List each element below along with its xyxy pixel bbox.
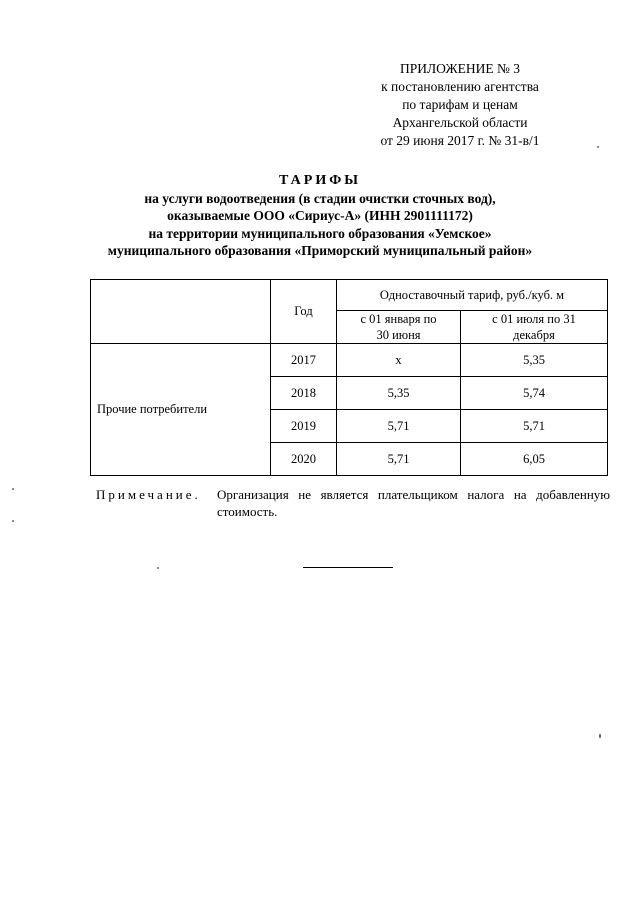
tariff-cell: 5,71 [337,410,461,443]
appendix-line: к постановлению агентства [381,79,539,94]
appendix-line: Архангельской области [392,115,528,130]
tariff-cell: 6,05 [461,443,608,476]
period-second-half-header [461,311,608,344]
note-text [217,486,610,520]
closing-rule-line [303,567,393,568]
title-line: на территории муниципального образования «Уемское» [148,225,492,241]
year-cell: 2017 [271,344,337,377]
appendix-line: по тарифам и ценам [402,97,518,112]
appendix-date: от 29 июня 2017 г. № 31-в/1 [380,133,540,148]
consumer-category: Прочие потребители [91,344,271,476]
title-line: муниципального образования «Приморский муниципальный район» [107,243,533,258]
empty-header-cell [91,280,271,344]
year-cell: 2018 [271,377,337,410]
scan-speck [12,488,14,490]
document-title [40,172,600,260]
scan-speck [12,520,14,522]
tariff-cell: 5,35 [461,344,608,377]
tariff-table [90,279,608,476]
note-label: Примечание. [96,487,201,502]
tariff-cell: 5,74 [461,377,608,410]
scan-speck [157,567,159,569]
table-header-row [91,280,608,311]
period-first-half-text: с 01 января по 30 июня [360,312,437,342]
title-line: на услуги водоотведения (в стадии очистки сточных вод), [144,190,496,206]
tariff-header: Одноставочный тариф, руб./куб. м [337,280,608,311]
title-main: ТАРИФЫ [279,173,361,188]
note-text-line: Организация не является плательщиком налога на добавленную [217,487,610,502]
year-cell: 2020 [271,443,337,476]
scan-speck [597,146,599,148]
appendix-header [340,60,580,150]
tariff-cell: х [337,344,461,377]
title-line: оказываемые ООО «Сириус-А» (ИНН 2901111172) [167,208,473,223]
period-second-half-text: с 01 июля по 31 декабря [492,312,576,342]
tariff-cell: 5,35 [337,377,461,410]
tariff-cell: 5,71 [337,443,461,476]
appendix-number: ПРИЛОЖЕНИЕ № 3 [399,61,521,76]
period-first-half-header [337,311,461,344]
year-cell: 2019 [271,410,337,443]
tariff-cell: 5,71 [461,410,608,443]
note-text-line: стоимость. [217,504,278,519]
table-row [91,344,608,377]
scan-speck [599,734,601,738]
year-header: Год [271,280,337,344]
